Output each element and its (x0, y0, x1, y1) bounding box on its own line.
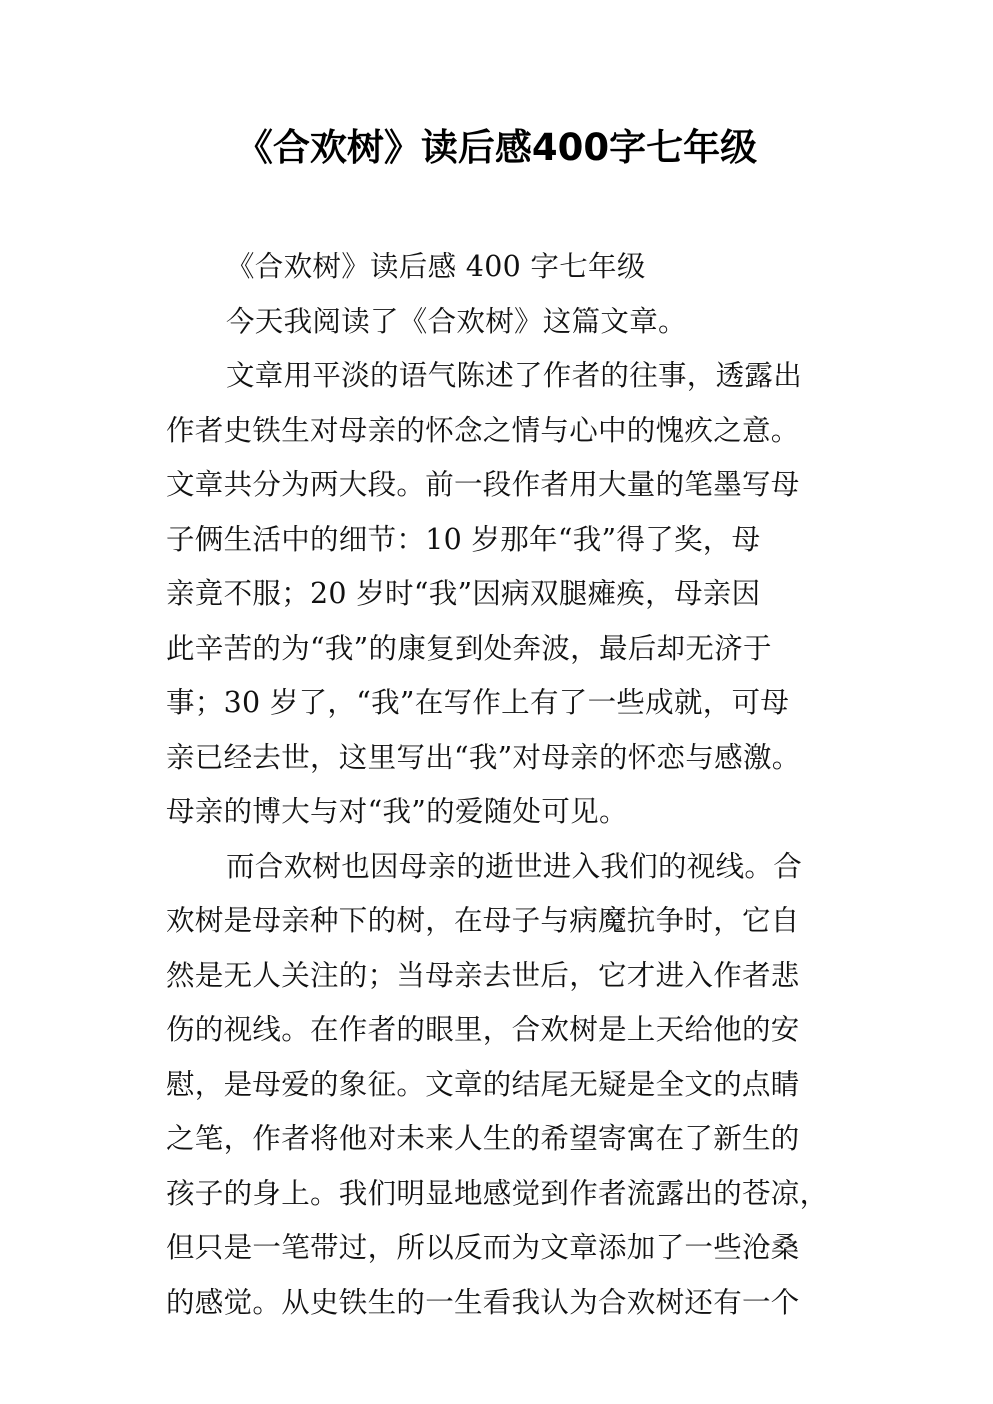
text-line: 《合欢树》读后感 400 字七年级 (226, 250, 646, 283)
text-line: 作者史铁生对母亲的怀念之情与心中的愧疚之意。 (166, 413, 800, 447)
text-line: 今天我阅读了《合欢树》这篇文章。 (226, 304, 687, 338)
text-line: 母亲的博大与对“我”的爱随处可见。 (166, 795, 628, 828)
text-line: 事；30 岁了，“我”在写作上有了一些成就，可母 (166, 686, 790, 719)
text-line: 而合欢树也因母亲的逝世进入我们的视线。合 (226, 849, 803, 883)
text-line: 亲已经去世，这里写出“我”对母亲的怀恋与感激。 (166, 740, 801, 774)
text-line: 文章用平淡的语气陈述了作者的往事，透露出 (226, 359, 803, 392)
document-body (166, 240, 846, 1330)
text-line: 文章共分为两大段。前一段作者用大量的笔墨写母 (166, 468, 800, 501)
text-line: 伤的视线。在作者的眼里，合欢树是上天给他的安 (166, 1013, 800, 1046)
text-line: 欢树是母亲种下的树，在母子与病魔抗争时，它自 (166, 904, 800, 937)
text-line: 然是无人关注的；当母亲去世后，它才进入作者悲 (166, 958, 800, 992)
text-line: 孩子的身上。我们明显地感觉到作者流露出的苍凉， (166, 1176, 829, 1210)
text-line: 亲竟不服；20 岁时“我”因病双腿瘫痪，母亲因 (166, 577, 761, 610)
text-line: 的感觉。从史铁生的一生看我认为合欢树还有一个 (166, 1285, 800, 1319)
text-line: 此辛苦的为“我”的康复到处奔波，最后却无济于 (166, 631, 772, 665)
text-line: 子俩生活中的细节：10 岁那年“我”得了奖，母 (166, 522, 761, 556)
text-line: 之笔，作者将他对未来人生的希望寄寓在了新生的 (166, 1122, 800, 1155)
text-line: 慰，是母爱的象征。文章的结尾无疑是全文的点睛 (166, 1067, 800, 1101)
document-title: 《合欢树》读后感400字七年级 (235, 126, 758, 169)
text-line: 但只是一笔带过，所以反而为文章添加了一些沧桑 (166, 1231, 800, 1264)
